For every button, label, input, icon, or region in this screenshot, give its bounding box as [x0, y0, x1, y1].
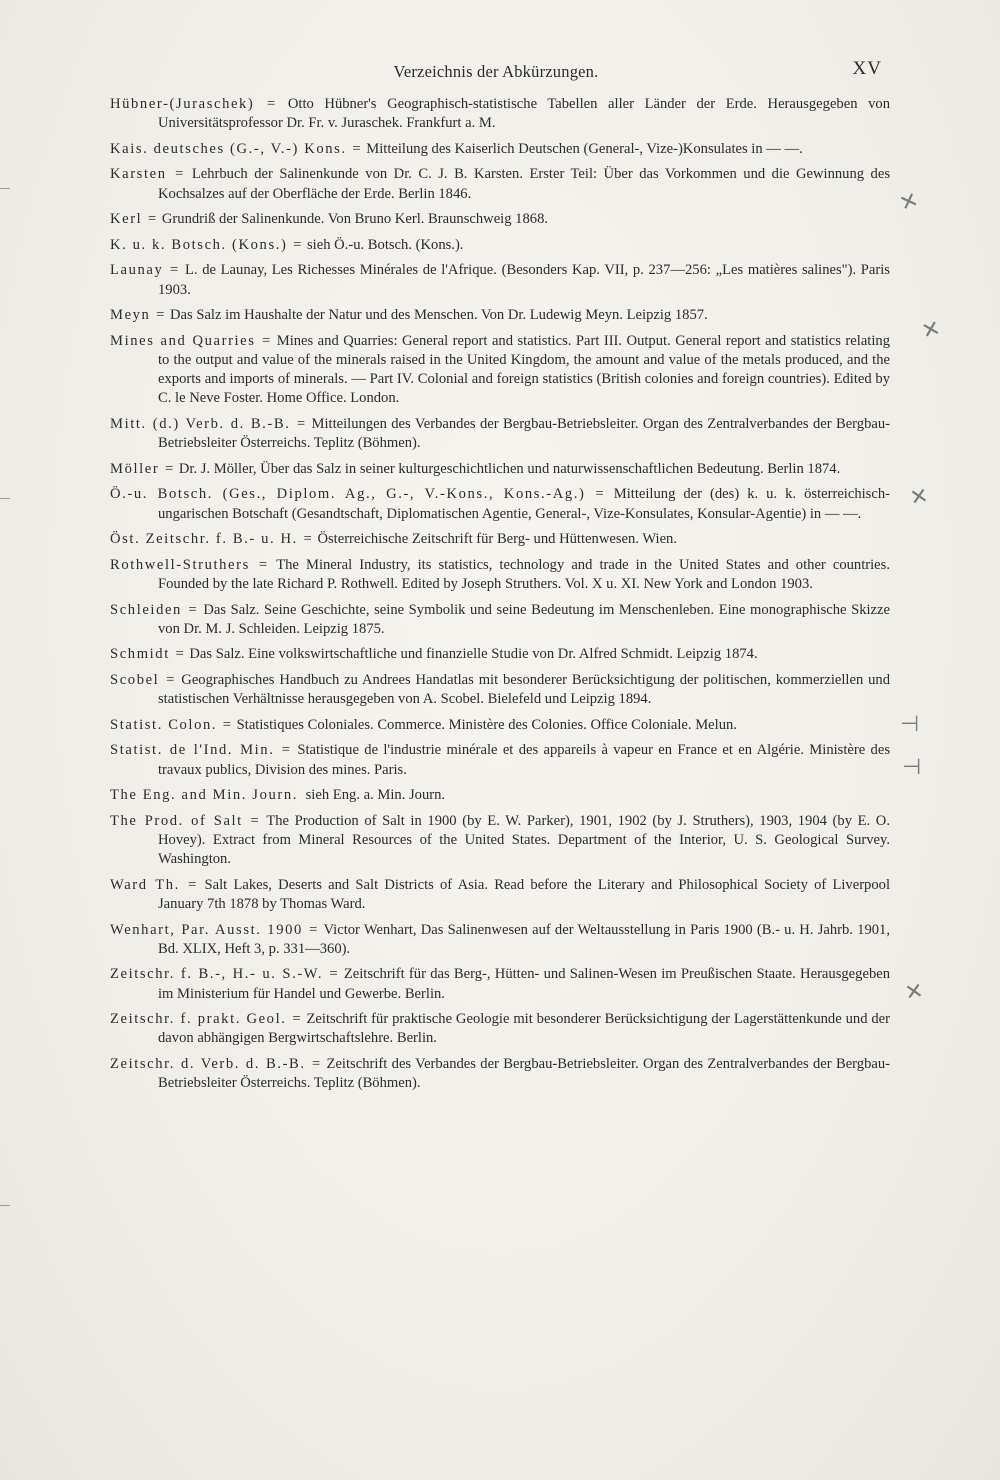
abbreviation-term: Meyn: [110, 307, 151, 324]
abbreviation-term: Öst. Zeitschr. f. B.- u. H.: [110, 531, 298, 548]
equals-separator: =: [256, 96, 286, 112]
abbreviation-entry: [110, 530, 890, 549]
abbreviation-definition: Statistique de l'industrie minérale et des appareils à vapeur en France et en Algérie. Ministère des travaux publics, Division des mines. Paris.: [158, 742, 891, 778]
equals-separator: =: [171, 646, 188, 663]
equals-separator: =: [161, 671, 180, 688]
abbreviation-entry: [110, 306, 890, 325]
abbreviation-term: Ward Th.: [110, 876, 180, 893]
abbreviation-definition: Das Salz im Haushalte der Natur und des Menschen. Von Dr. Ludewig Meyn. Leipzig 1857.: [169, 307, 708, 324]
abbreviation-definition: Otto Hübner's Geographisch-statistische Tabellen aller Länder der Erde. Herausgegeben von Universitätsprofessor Dr. Fr. v. Juraschek. Frankfurt a. M.: [158, 96, 890, 132]
abbreviation-definition: Dr. J. Möller, Über das Salz in seiner kulturgeschichtlichen und naturwissenschaftlichen Bedeutung. Berlin 1874.: [178, 460, 841, 477]
binding-mark: [0, 1205, 10, 1206]
abbreviation-entry: [110, 741, 890, 779]
abbreviation-definition: Salt Lakes, Deserts and Salt Districts of Asia. Read before the Literary and Philosophical Society of Liverpool January 7th 1878 by Thomas Ward.: [158, 876, 890, 912]
abbreviation-definition: The Mineral Industry, its statistics, technology and trade in the United States and other countries. Founded by the late Richard P. Rothwell. Edited by Joseph Struthers. Vol. X u. XI. New York and London 1903.: [158, 556, 890, 592]
abbreviation-definition: Zeitschrift des Verbandes der Bergbau-Betriebsleiter. Organ des Zentralverbandes der Bergbau-Betriebsleiter Österreichs. Teplitz (Böhmen).: [158, 1055, 891, 1092]
abbreviation-entry: [110, 1010, 890, 1048]
equals-separator: =: [168, 166, 190, 183]
abbreviation-entry: [110, 601, 890, 639]
pencil-mark-icon: ✕: [896, 187, 923, 218]
equals-separator: =: [276, 742, 296, 759]
pencil-mark-icon: ✕: [919, 316, 944, 345]
abbreviation-definition: Das Salz. Eine volkswirtschaftliche und finanzielle Studie von Dr. Alfred Schmidt. Leipzig 1874.: [189, 646, 758, 663]
pencil-mark-icon: ⊣: [900, 712, 920, 737]
equals-separator: =: [289, 236, 305, 253]
abbreviation-entry: [110, 140, 890, 159]
pencil-mark-icon: ✕: [902, 978, 926, 1007]
running-title: Verzeichnis der Abkürzungen.: [393, 62, 599, 81]
equals-separator: =: [325, 966, 342, 983]
abbreviation-term: Schmidt: [110, 646, 170, 663]
abbreviation-definition: The Production of Salt in 1900 (by E. W. Parker), 1901, 1902 (by J. Struthers), 1903, 1904 (by E. O. Hovey). Extract from Mineral Resources of the United States. Department of the Interior, U. S. Geological Survey. Washington.: [158, 812, 890, 868]
abbreviation-entry: [110, 1055, 890, 1093]
abbreviation-entry: [110, 921, 890, 959]
equals-separator: =: [219, 716, 235, 733]
abbreviation-term: Schleiden: [110, 601, 182, 618]
abbreviation-term: The Eng. and Min. Journ.: [110, 787, 298, 804]
equals-separator: =: [348, 140, 365, 157]
equals-separator: =: [251, 556, 275, 573]
equals-separator: [300, 787, 304, 803]
abbreviation-entry: [110, 210, 890, 229]
abbreviation-definition: Mitteilung des Kaiserlich Deutschen (General-, Vize-)Konsulates in — —.: [366, 140, 803, 157]
equals-separator: =: [292, 415, 310, 432]
abbreviation-definition: Zeitschrift für das Berg-, Hütten- und Salinen-Wesen im Preußischen Staate. Herausgegeben im Ministerium für Handel und Gewerbe. Berlin.: [158, 966, 891, 1002]
abbreviation-entry: [110, 786, 890, 805]
equals-separator: =: [181, 876, 203, 893]
abbreviation-entry: [110, 332, 890, 409]
equals-separator: =: [587, 486, 612, 503]
abbreviation-definition: Mitteilung der (des) k. u. k. österreichisch-ungarischen Botschaft (Gesandtschaft, Diplomatischen Agentie, General-, Vize-Konsulates, Konsular-Agentie) in — —.: [158, 486, 890, 522]
abbreviation-definition: sieh Ö.-u. Botsch. (Kons.).: [306, 236, 464, 253]
equals-separator: =: [161, 460, 177, 477]
abbreviation-definition: Österreichische Zeitschrift für Berg- und Hüttenwesen. Wien.: [317, 531, 677, 548]
abbreviation-entry: [110, 671, 890, 709]
abbreviation-term: Kais. deutsches (G.-, V.-) Kons.: [110, 140, 347, 157]
abbreviation-term: Zeitschr. f. B.-, H.- u. S.-W.: [110, 966, 324, 983]
abbreviation-term: The Prod. of Salt: [110, 812, 243, 829]
abbreviation-term: Hübner-(Juraschek): [110, 96, 255, 112]
abbreviation-entry: [110, 261, 890, 299]
abbreviation-definition: Lehrbuch der Salinenkunde von Dr. C. J. B. Karsten. Erster Teil: Über das Vorkommen und die Gewinnung des Kochsalzes auf der Oberfläche der Erde. Berlin 1846.: [158, 166, 891, 202]
binding-mark: [0, 498, 10, 499]
abbreviation-definition: Geographisches Handbuch zu Andrees Handatlas mit besonderer Berücksichtigung der politischen, kommerziellen und statistischen Verhältnisse herausgegeben von A. Scobel. Bielefeld und Leipzig 1894.: [158, 671, 891, 708]
abbreviation-term: Möller: [110, 460, 160, 477]
abbreviation-definition: Statistiques Coloniales. Commerce. Ministère des Colonies. Office Coloniale. Melun.: [236, 716, 737, 733]
abbreviation-definition: Zeitschrift für praktische Geologie mit besonderer Berücksichtigung der Lagerstättenkunde und der davon abhängigen Bergwirtschaftslehre. Berlin.: [158, 1011, 891, 1047]
abbreviation-definition: Mines and Quarries: General report and statistics. Part III. Output. General report and statistics relating to the output and value of the minerals raised in the United Kingdom, the amount and value of the metals produced, and the exports and imports of minerals. — Part IV. Colonial and foreign statistics (British colonies and foreign countries). Edited by C. le Neve Foster. Home Office. London.: [158, 332, 890, 407]
page-header: [110, 58, 882, 88]
equals-separator: =: [288, 1011, 305, 1028]
abbreviation-definition: Grundriß der Salinenkunde. Von Bruno Kerl. Braunschweig 1868.: [161, 211, 549, 228]
pencil-mark-icon: ✕: [907, 483, 931, 512]
abbreviation-list: [110, 95, 890, 1100]
equals-separator: =: [244, 812, 265, 829]
abbreviation-entry: [110, 485, 890, 523]
binding-mark: [0, 188, 10, 189]
abbreviation-term: Statist. de l'Ind. Min.: [110, 742, 275, 759]
abbreviation-entry: [110, 812, 890, 870]
abbreviation-entry: [110, 415, 890, 453]
abbreviation-term: Scobel: [110, 671, 160, 688]
abbreviation-term: Launay: [110, 262, 164, 279]
abbreviation-term: Mitt. (d.) Verb. d. B.-B.: [110, 415, 291, 432]
pencil-mark-icon: ⊣: [902, 755, 922, 780]
abbreviation-term: Rothwell-Struthers: [110, 556, 250, 573]
abbreviation-term: K. u. k. Botsch. (Kons.): [110, 236, 288, 253]
abbreviation-entry: [110, 965, 890, 1003]
abbreviation-entry: [110, 876, 890, 914]
abbreviation-term: Ö.-u. Botsch. (Ges., Diplom. Ag., G.-, V.-Kons., Kons.-Ag.): [110, 486, 586, 503]
equals-separator: =: [183, 601, 202, 618]
abbreviation-term: Zeitschr. d. Verb. d. B.-B.: [110, 1055, 306, 1072]
equals-separator: =: [299, 531, 316, 548]
abbreviation-entry: [110, 236, 890, 255]
abbreviation-term: Mines and Quarries: [110, 332, 256, 349]
equals-separator: =: [144, 211, 160, 228]
abbreviation-term: Wenhart, Par. Ausst. 1900: [110, 921, 303, 938]
abbreviation-entry: [110, 95, 890, 133]
abbreviation-entry: [110, 460, 890, 479]
page-number: XV: [852, 58, 882, 79]
abbreviation-entry: [110, 716, 890, 735]
equals-separator: =: [152, 307, 168, 324]
abbreviation-definition: Victor Wenhart, Das Salinenwesen auf der Weltausstellung in Paris 1900 (B.- u. H. Jahrb. 1901, Bd. XLIX, Heft 3, p. 331—360).: [158, 921, 890, 957]
abbreviation-definition: Das Salz. Seine Geschichte, seine Symbolik und seine Bedeutung im Menschenleben. Eine monographische Skizze von Dr. M. J. Schleiden. Leipzig 1875.: [158, 601, 890, 637]
abbreviation-term: Kerl: [110, 211, 143, 228]
equals-separator: =: [307, 1055, 325, 1072]
abbreviation-entry: [110, 165, 890, 203]
abbreviation-entry: [110, 645, 890, 664]
equals-separator: =: [304, 921, 322, 938]
abbreviation-definition: L. de Launay, Les Richesses Minérales de l'Afrique. (Besonders Kap. VII, p. 237—256: „Les matières salines"). Paris 1903.: [158, 262, 890, 298]
abbreviation-term: Karsten: [110, 166, 167, 183]
abbreviation-definition: sieh Eng. a. Min. Journ.: [305, 787, 446, 804]
abbreviation-definition: Mitteilungen des Verbandes der Bergbau-Betriebsleiter. Organ des Zentralverbandes der Bergbau-Betriebsleiter Österreichs. Teplitz (Böhmen).: [158, 415, 891, 452]
equals-separator: =: [165, 262, 183, 279]
abbreviation-term: Zeitschr. f. prakt. Geol.: [110, 1011, 287, 1028]
abbreviation-entry: [110, 556, 890, 594]
abbreviation-term: Statist. Colon.: [110, 716, 218, 733]
equals-separator: =: [257, 332, 275, 349]
